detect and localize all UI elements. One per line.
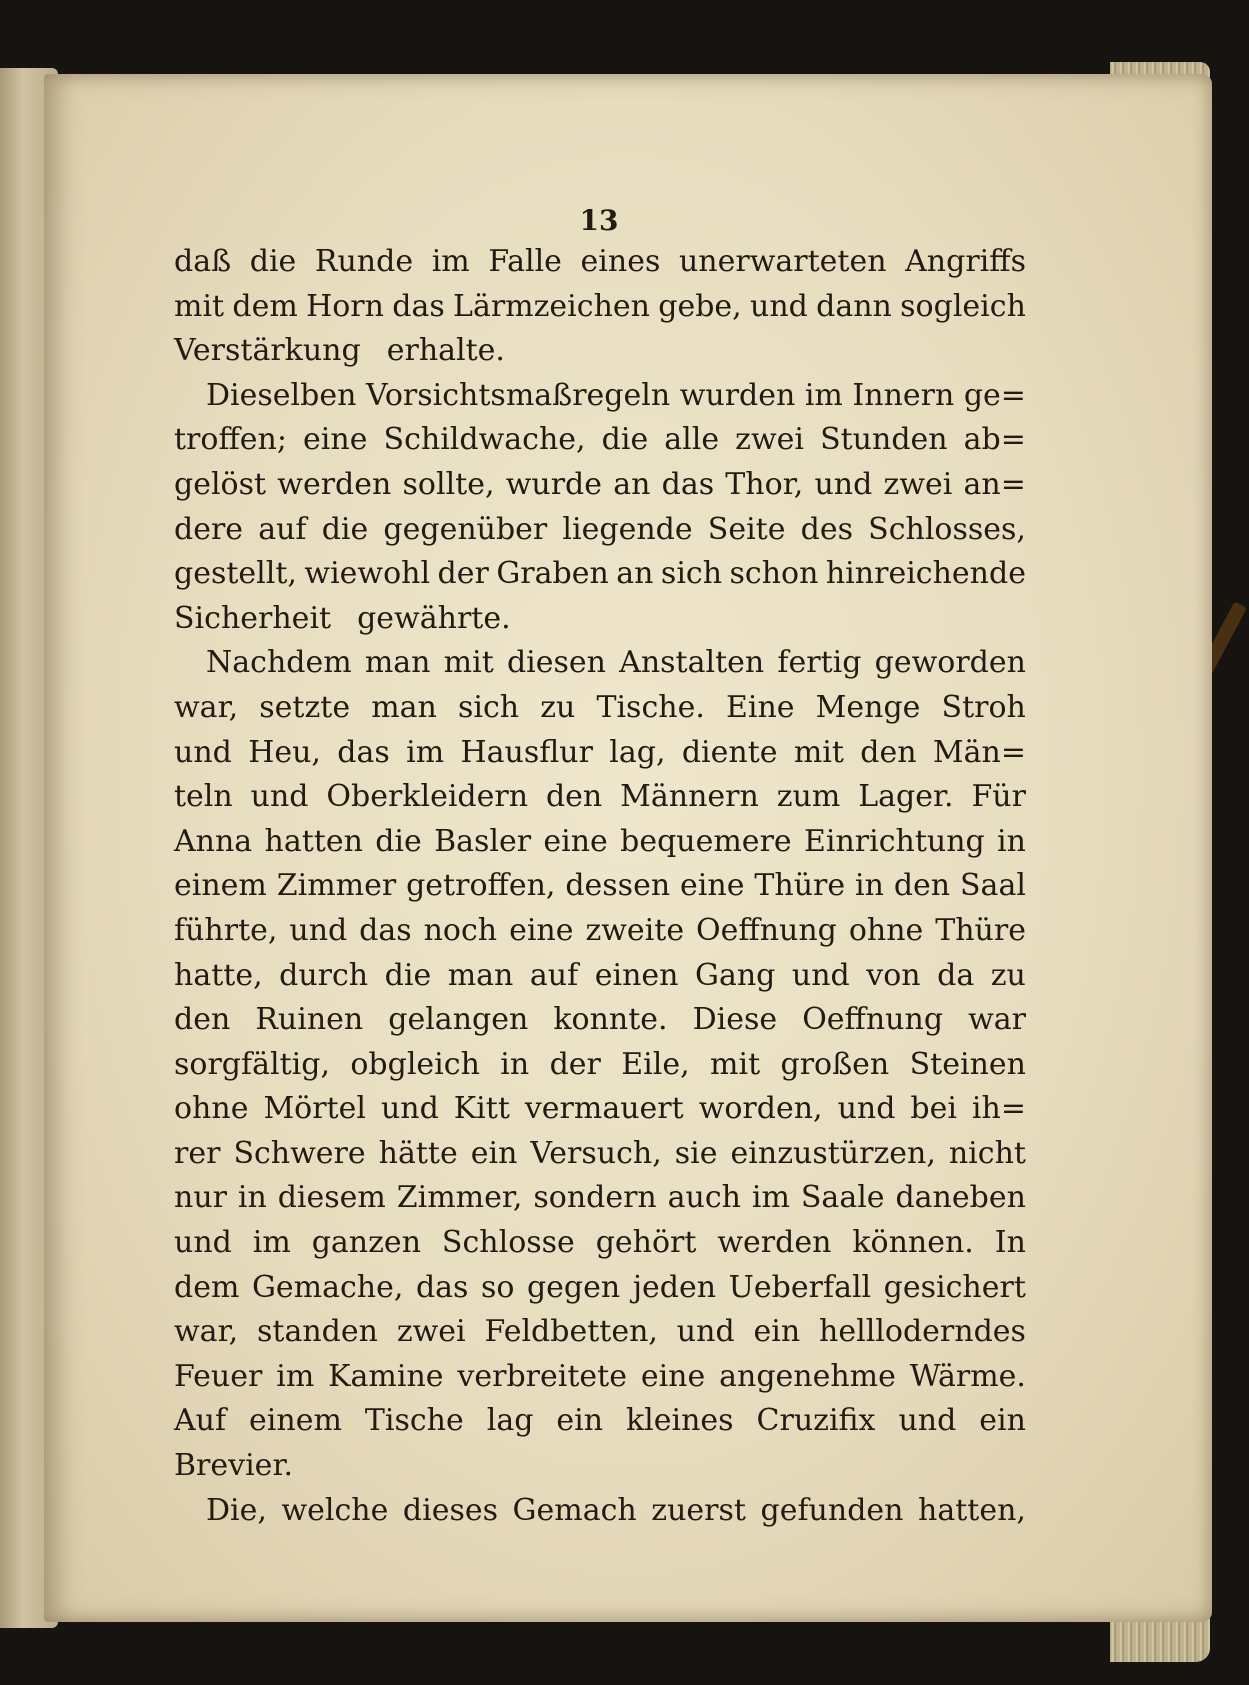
text-line: nur in diesem Zimmer, sondern auch im Saale daneben	[174, 1180, 1026, 1216]
text-line: mit dem Horn das Lärmzeichen gebe, und dann sogleich	[174, 288, 1026, 324]
text-line: ohne Mörtel und Kitt vermauert worden, und bei ih=	[174, 1091, 1026, 1127]
text-line: daß die Runde im Falle eines unerwarteten Angriffs	[174, 244, 1026, 279]
text-line: Auf einem Tische lag ein kleines Cruzifix und ein	[174, 1403, 1026, 1439]
text-line: Anna hatten die Basler eine bequemere Einrichtung in	[174, 823, 1026, 859]
text-line: Die, welche dieses Gemach zuerst gefunden hatten,	[206, 1492, 1026, 1528]
text-line: sorgfältig, obgleich in der Eile, mit großen Steinen	[174, 1046, 1026, 1082]
text-line: Feuer im Kamine verbreitete eine angenehme Wärme.	[174, 1358, 1026, 1394]
text-line: troffen; eine Schildwache, die alle zwei Stunden ab=	[174, 422, 1026, 458]
text-line: Dieselben Vorsichtsmaßregeln wurden im Innern ge=	[206, 377, 1026, 413]
body-text	[174, 240, 1026, 1533]
text-line: teln und Oberkleidern den Männern zum Lager. Für	[174, 779, 1026, 815]
text-line: Verstärkung erhalte.	[174, 333, 505, 369]
text-line: rer Schwere hätte ein Versuch, sie einzustürzen, nicht	[174, 1135, 1026, 1171]
text-line: gelöst werden sollte, wurde an das Thor, und zwei an=	[174, 466, 1026, 502]
text-line: hatte, durch die man auf einen Gang und von da zu	[174, 957, 1026, 993]
text-line: Nachdem man mit diesen Anstalten fertig geworden	[206, 645, 1026, 681]
text-line: war, setzte man sich zu Tische. Eine Menge Stroh	[174, 689, 1026, 725]
text-line: dem Gemache, das so gegen jeden Ueberfall gesichert	[174, 1269, 1026, 1305]
text-line: und Heu, das im Hausflur lag, diente mit den Män=	[174, 734, 1026, 770]
text-line: Sicherheit gewährte.	[174, 600, 511, 636]
text-line: führte, und das noch eine zweite Oeffnung ohne Thüre	[174, 912, 1026, 948]
text-line: einem Zimmer getroffen, dessen eine Thüre in den Saal	[174, 868, 1026, 904]
text-line: gestellt, wiewohl der Graben an sich schon hinreichende	[174, 556, 1026, 592]
text-line: dere auf die gegenüber liegende Seite des Schlosses,	[174, 511, 1026, 547]
text-line: den Ruinen gelangen konnte. Diese Oeffnung war	[174, 1002, 1026, 1038]
text-line: war, standen zwei Feldbetten, und ein hellloderndes	[174, 1314, 1026, 1350]
text-line: und im ganzen Schlosse gehört werden können. In	[174, 1225, 1026, 1261]
text-line: Brevier.	[174, 1448, 294, 1484]
page-number: 13	[579, 204, 619, 237]
